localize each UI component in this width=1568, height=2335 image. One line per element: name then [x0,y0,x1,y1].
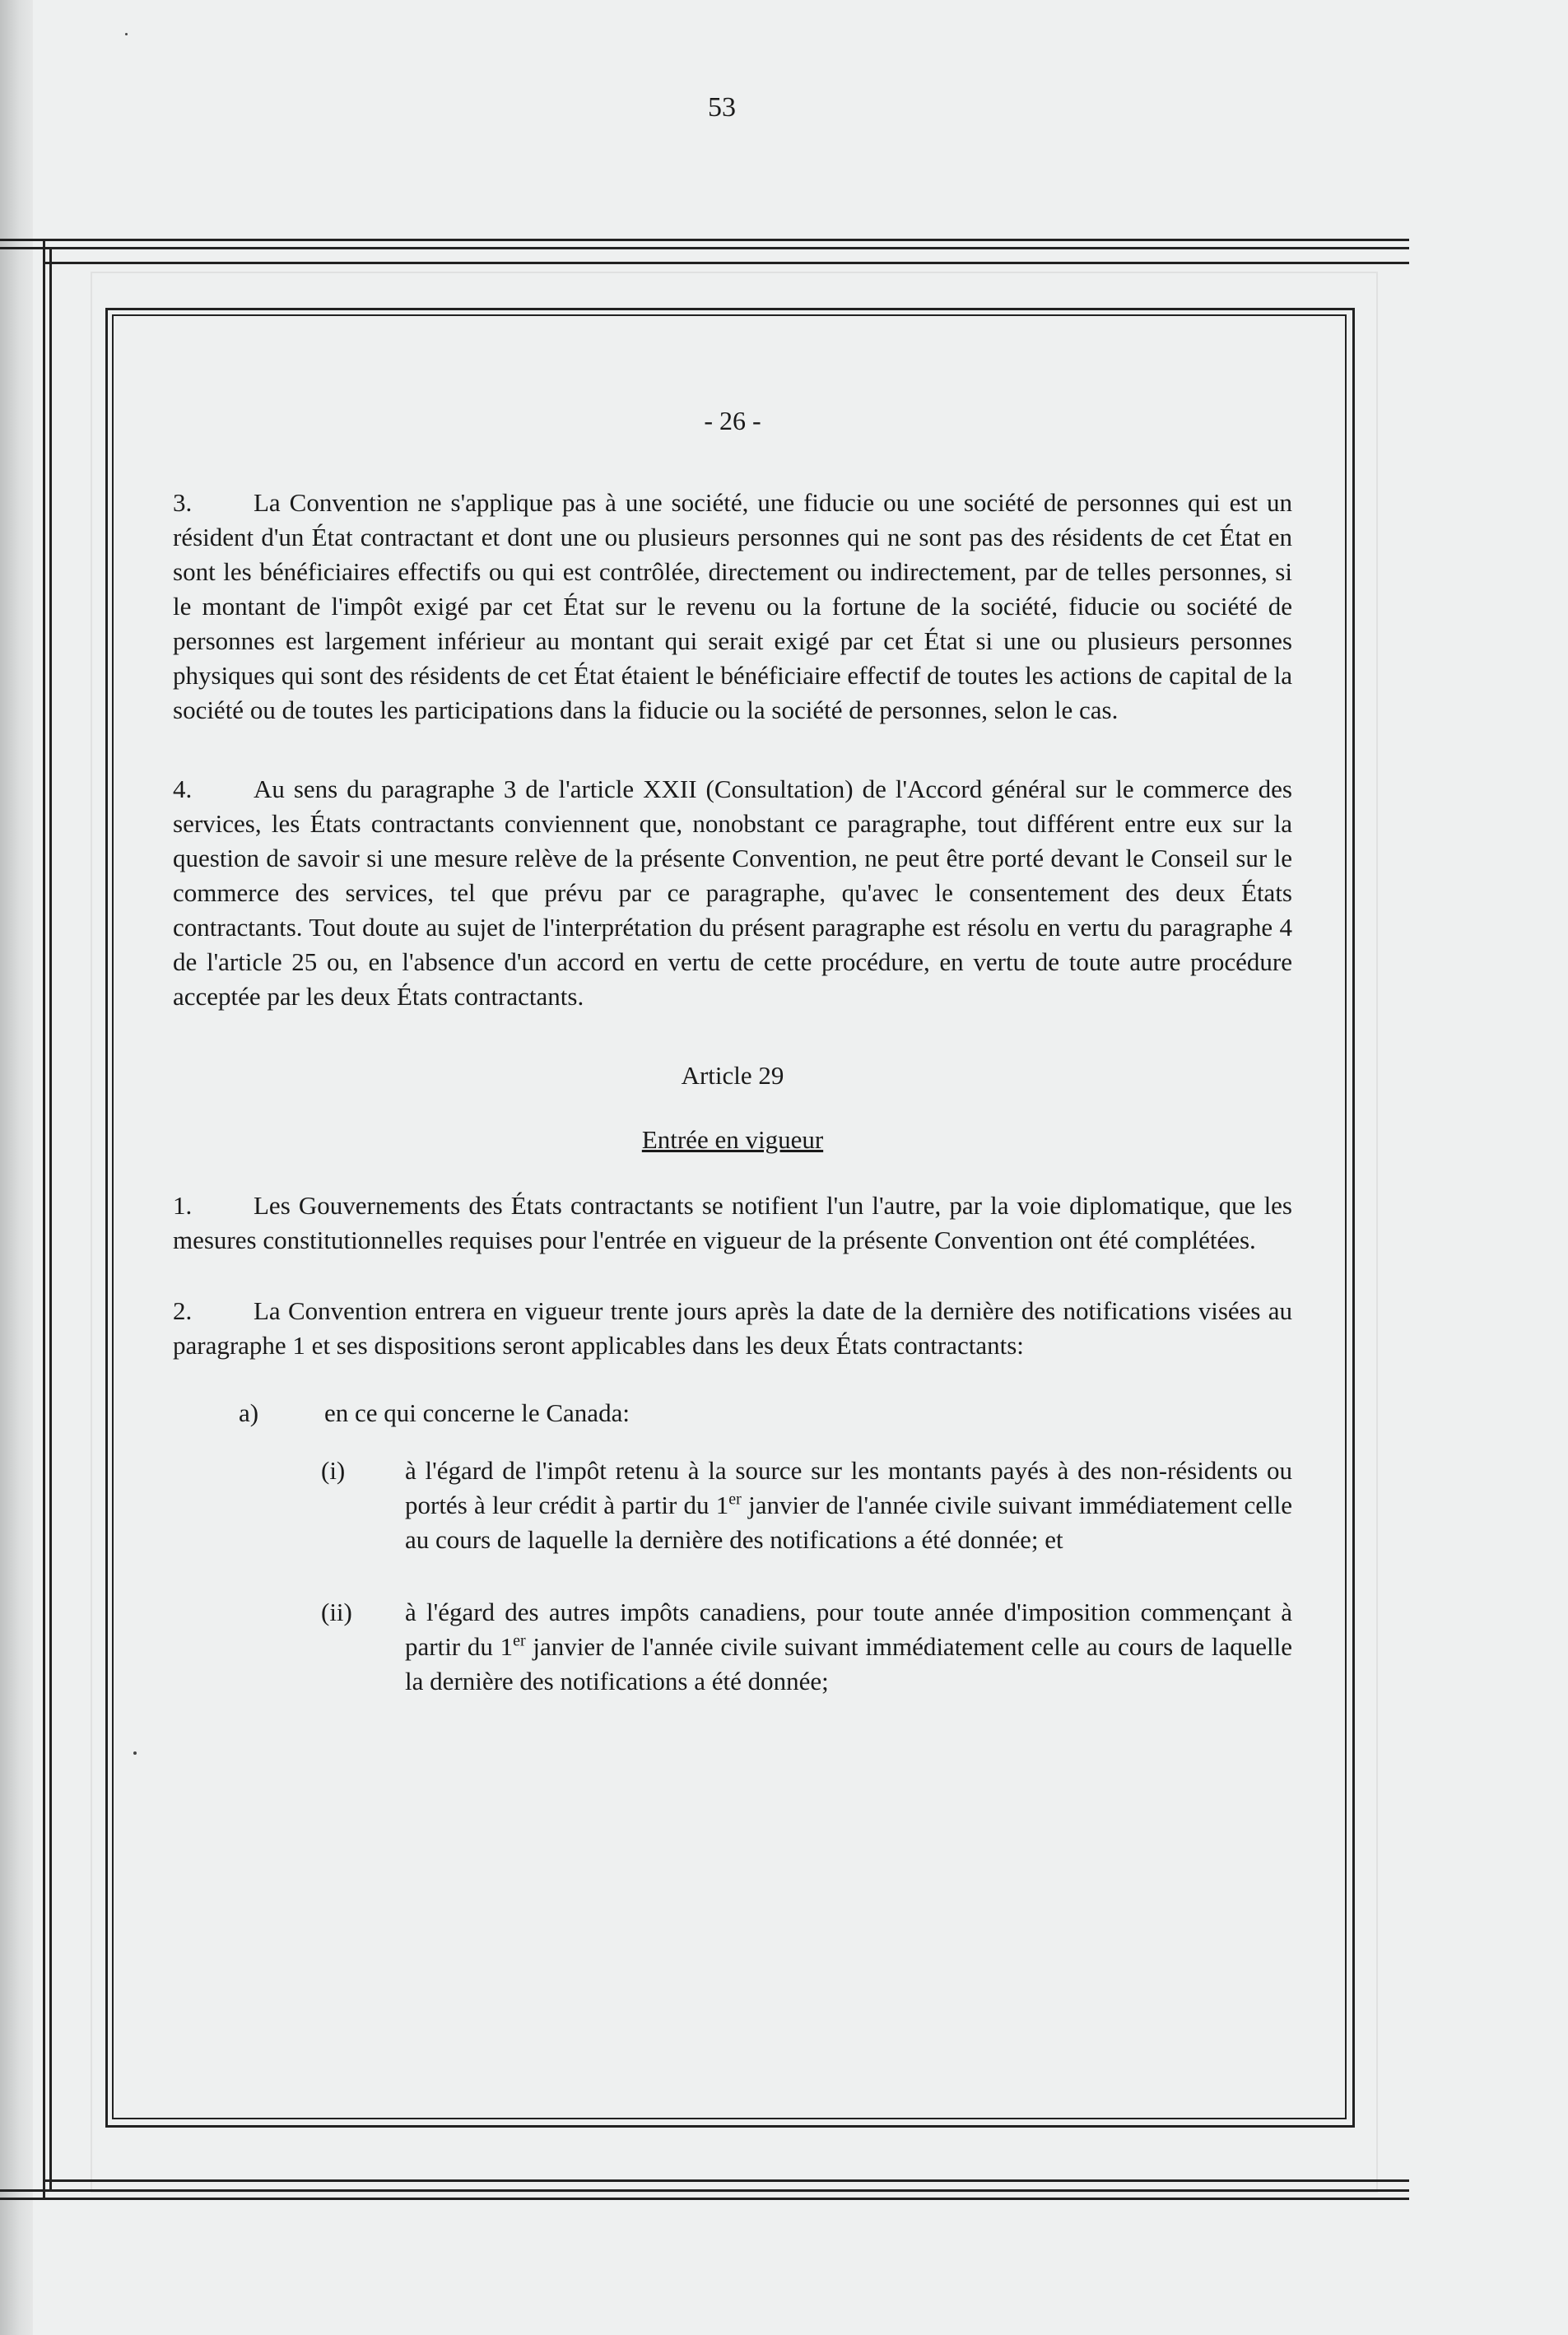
outer-bottom-rule-2 [0,2198,1409,2200]
item-a-label: a) [239,1398,259,1427]
article-paragraph-1 [173,1188,1292,1258]
document-body [173,403,1292,1737]
paragraph-3 [173,486,1292,728]
sub-item-i [321,1454,1292,1557]
paragraph-3-number: 3. [173,488,193,517]
article-paragraph-2-number: 2. [173,1296,193,1325]
sub-item-ii-text-before: à l'égard des autres impôts canadiens, pour toute année d'imposition commençant à partir du 1 [405,1598,1292,1661]
outer-top-rule-3 [43,262,1409,264]
paragraph-3-text: La Convention ne s'applique pas à une société, une fiducie ou une société de personnes qui est un résident d'un État contractant et dont une ou plusieurs personnes qui ne sont pas des résidents de cet État en sont les bénéficiaires effectifs ou qui est contrôlée, directement ou indirectement, par de telles personnes, si le montant de l'impôt exigé par cet État sur le revenu ou la fortune de la société, fiducie ou société de personnes est largement inférieur au montant qui serait exigé par cet État si une ou plusieurs personnes physiques qui sont des résidents de cet État étaient le bénéficiaire effectif de toutes les actions de capital de la société ou de toutes les participations dans la fiducie ou la société de personnes, selon le cas. [173,488,1292,724]
outer-left-rule-2 [49,247,52,2192]
sub-item-i-superscript: er [728,1490,742,1509]
outer-top-rule [0,239,1409,241]
sub-item-i-label: (i) [321,1456,346,1485]
outer-left-rule [43,239,45,2200]
inner-page-number: - 26 - [704,406,761,435]
scan-speck [133,1751,137,1755]
sub-item-ii-label: (ii) [321,1598,352,1626]
item-a-text: en ce qui concerne le Canada: [324,1398,630,1427]
sub-item-i-text [405,1454,1292,1557]
sub-item-ii [321,1595,1292,1699]
sub-item-ii-text-after: janvier de l'année civile suivant immédiatement celle au cours de laquelle la dernière des notifications a été donnée; [405,1632,1292,1695]
article-paragraph-2 [173,1294,1292,1363]
sub-item-i-text-after: janvier de l'année civile suivant immédiatement celle au cours de laquelle la dernière des notifications a été donnée; et [405,1491,1292,1554]
paragraph-4-number: 4. [173,774,193,803]
outer-top-rule-2 [0,247,1409,249]
paragraph-4-text: Au sens du paragraphe 3 de l'article XXII (Consultation) de l'Accord général sur le commerce des services, les États contractants conviennent que, nonobstant ce paragraphe, tout différent entre eux sur la question de savoir si une mesure relève de la présente Convention, ne peut être porté devant le Conseil sur le commerce des services, tel que prévu par ce paragraphe, qu'avec le consentement des deux États contractants. Tout doute au sujet de l'interprétation du présent paragraphe est résolu en vertu du paragraphe 4 de l'article 25 ou, en l'absence d'un accord en vertu de cette procédure, en vertu de toute autre procédure acceptée par les deux États contractants. [173,774,1292,1011]
article-paragraph-1-number: 1. [173,1191,193,1220]
sub-item-ii-text [405,1595,1292,1699]
article-paragraph-2-text: La Convention entrera en vigueur trente jours après la date de la dernière des notifications visées au paragraphe 1 et ses dispositions seront applicables dans les deux États contractants: [173,1296,1292,1360]
outer-page-number: 53 [708,92,736,123]
sub-item-ii-superscript: er [513,1631,526,1650]
article-paragraph-1-text: Les Gouvernements des États contractants se notifient l'un l'autre, par la voie diplomatique, que les mesures constitutionnelles requises pour l'entrée en vigueur de la présente Convention ont été complétées. [173,1191,1292,1254]
article-heading: Entrée en vigueur [641,1125,824,1154]
outer-bottom-rule-3 [43,2179,1409,2182]
paragraph-4 [173,772,1292,1014]
scan-speck-top [125,33,128,35]
item-a [239,1396,1292,1430]
sub-item-i-text-before: à l'égard de l'impôt retenu à la source sur les montants payés à des non-résidents ou portés à leur crédit à partir du 1 [405,1456,1292,1519]
book-spine-shadow [0,0,33,2335]
article-title: Article 29 [681,1061,784,1090]
outer-bottom-rule [0,2189,1409,2192]
